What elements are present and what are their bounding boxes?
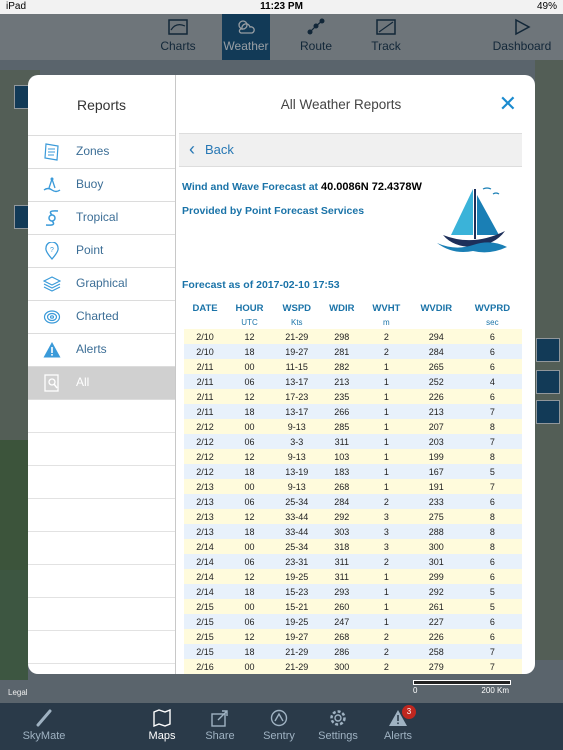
skymate-icon xyxy=(34,709,54,727)
table-cell: 12 xyxy=(226,509,273,524)
status-bar xyxy=(0,0,563,14)
sidebar-title: Reports xyxy=(28,75,175,136)
coordinates: 40.0086N 72.4378W xyxy=(320,181,422,193)
table-cell: 2/12 xyxy=(184,434,226,449)
table-cell: 7 xyxy=(463,404,522,419)
table-cell: 7 xyxy=(463,659,522,674)
table-cell: 2/15 xyxy=(184,614,226,629)
tab-settings[interactable]: Settings xyxy=(308,703,368,750)
table-cell: 06 xyxy=(226,614,273,629)
column-unit xyxy=(321,315,363,329)
table-cell: 8 xyxy=(463,509,522,524)
table-cell: 00 xyxy=(226,479,273,494)
table-cell: 226 xyxy=(410,389,463,404)
modal-title: All Weather Reports xyxy=(280,97,402,112)
maps-icon xyxy=(152,709,172,727)
table-row xyxy=(184,449,522,464)
table-cell: 2/13 xyxy=(184,524,226,539)
table-cell: 17-23 xyxy=(273,389,321,404)
table-cell: 06 xyxy=(226,374,273,389)
table-row xyxy=(184,494,522,509)
table-cell: 7 xyxy=(463,434,522,449)
table-cell: 1 xyxy=(363,569,410,584)
table-cell: 4 xyxy=(463,374,522,389)
carrier-label: iPad xyxy=(6,1,27,12)
column-header: WVDIR xyxy=(420,302,453,314)
table-cell: 2 xyxy=(363,629,410,644)
column-unit: UTC xyxy=(241,317,258,327)
table-cell: 19-25 xyxy=(273,569,321,584)
table-cell: 2/12 xyxy=(184,464,226,479)
table-cell: 8 xyxy=(463,419,522,434)
table-cell: 19-27 xyxy=(273,629,321,644)
table-cell: 5 xyxy=(463,464,522,479)
table-cell: 00 xyxy=(226,599,273,614)
table-cell: 235 xyxy=(321,389,363,404)
table-cell: 8 xyxy=(463,539,522,554)
table-cell: 18 xyxy=(226,344,273,359)
battery-label: 49% xyxy=(536,1,557,12)
share-icon xyxy=(210,709,230,727)
table-cell: 00 xyxy=(226,359,273,374)
table-cell: 300 xyxy=(321,659,363,674)
toolbar-label: Route xyxy=(299,39,333,53)
table-row xyxy=(184,569,522,584)
sidebar-item-charted[interactable]: Charted xyxy=(28,301,175,334)
alerts-badge: 3 xyxy=(402,705,416,719)
table-cell: 285 xyxy=(321,419,363,434)
table-cell: 7 xyxy=(463,479,522,494)
table-cell: 2/14 xyxy=(184,584,226,599)
column-header: WDIR xyxy=(329,302,355,314)
reports-sidebar xyxy=(28,75,176,674)
table-cell: 311 xyxy=(321,554,363,569)
table-cell: 268 xyxy=(321,629,363,644)
table-cell: 00 xyxy=(226,659,273,674)
table-cell: 21-29 xyxy=(273,329,321,344)
table-units-row xyxy=(184,315,522,329)
zones-icon xyxy=(43,143,61,161)
table-cell: 266 xyxy=(321,404,363,419)
forecast-location: Wind and Wave Forecast at 40.0086N 72.4378W xyxy=(182,181,422,193)
table-row xyxy=(184,344,522,359)
table-row xyxy=(184,659,522,674)
table-cell: 21-29 xyxy=(273,659,321,674)
table-cell: 9-13 xyxy=(273,479,321,494)
weather-reports-modal xyxy=(28,75,535,674)
sidebar-item-graphical[interactable]: Graphical xyxy=(28,268,175,301)
table-cell: 12 xyxy=(226,329,273,344)
close-icon[interactable]: ✕ xyxy=(498,91,517,116)
table-cell: 268 xyxy=(321,479,363,494)
sentry-icon xyxy=(269,709,289,727)
table-row xyxy=(184,599,522,614)
table-cell: 207 xyxy=(410,419,463,434)
table-cell: 1 xyxy=(363,599,410,614)
table-cell: 6 xyxy=(463,614,522,629)
table-cell: 2 xyxy=(363,344,410,359)
sidebar-item-alerts[interactable]: Alerts xyxy=(28,334,175,367)
provider-label: Provided by Point Forecast Services xyxy=(182,205,365,217)
sidebar-item-tropical[interactable]: Tropical xyxy=(28,202,175,235)
table-cell: 318 xyxy=(321,539,363,554)
column-unit: Kts xyxy=(290,317,303,327)
table-cell: 103 xyxy=(321,449,363,464)
table-row xyxy=(184,374,522,389)
table-cell: 281 xyxy=(321,344,363,359)
table-cell: 1 xyxy=(363,449,410,464)
table-row xyxy=(184,554,522,569)
table-cell: 1 xyxy=(363,389,410,404)
table-cell: 213 xyxy=(321,374,363,389)
sidebar-item-all[interactable]: All xyxy=(28,367,175,400)
table-cell: 33-44 xyxy=(273,524,321,539)
tropical-icon xyxy=(43,209,61,227)
table-cell: 6 xyxy=(463,629,522,644)
graphical-icon xyxy=(43,275,61,293)
column-header: WVHT xyxy=(372,302,401,314)
all-icon xyxy=(43,374,61,392)
table-cell: 311 xyxy=(321,569,363,584)
table-cell: 2/11 xyxy=(184,359,226,374)
column-header: WVPRD xyxy=(474,302,511,314)
table-cell: 5 xyxy=(463,584,522,599)
table-cell: 2/11 xyxy=(184,389,226,404)
table-cell: 2 xyxy=(363,644,410,659)
table-row xyxy=(184,509,522,524)
table-cell: 13-19 xyxy=(273,464,321,479)
table-cell: 8 xyxy=(463,524,522,539)
back-label: Back xyxy=(205,142,234,157)
table-cell: 00 xyxy=(226,419,273,434)
table-cell: 1 xyxy=(363,614,410,629)
table-cell: 3 xyxy=(363,509,410,524)
table-cell: 2/13 xyxy=(184,494,226,509)
table-cell: 12 xyxy=(226,389,273,404)
table-cell: 18 xyxy=(226,524,273,539)
table-cell: 2/15 xyxy=(184,629,226,644)
table-cell: 2/14 xyxy=(184,569,226,584)
table-cell: 1 xyxy=(363,479,410,494)
table-cell: 21-29 xyxy=(273,644,321,659)
table-cell: 18 xyxy=(226,404,273,419)
table-cell: 2/16 xyxy=(184,659,226,674)
table-cell: 12 xyxy=(226,569,273,584)
table-cell: 2/13 xyxy=(184,479,226,494)
table-cell: 2/11 xyxy=(184,404,226,419)
table-cell: 261 xyxy=(410,599,463,614)
table-cell: 282 xyxy=(321,359,363,374)
tab-maps[interactable]: Maps xyxy=(132,703,192,750)
back-button[interactable] xyxy=(179,133,522,167)
table-cell: 258 xyxy=(410,644,463,659)
table-cell: 06 xyxy=(226,554,273,569)
table-cell: 252 xyxy=(410,374,463,389)
table-cell: 6 xyxy=(463,389,522,404)
sidebar-item-buoy[interactable]: Buoy xyxy=(28,169,175,202)
table-cell: 2/12 xyxy=(184,419,226,434)
table-cell: 286 xyxy=(321,644,363,659)
column-unit: sec xyxy=(486,317,499,327)
tab-share[interactable]: Share xyxy=(190,703,250,750)
table-row xyxy=(184,359,522,374)
table-cell: 8 xyxy=(463,449,522,464)
table-cell: 19-27 xyxy=(273,344,321,359)
table-cell: 25-34 xyxy=(273,539,321,554)
table-cell: 1 xyxy=(363,584,410,599)
table-cell: 1 xyxy=(363,464,410,479)
table-cell: 284 xyxy=(410,344,463,359)
tab-alerts[interactable]: Alerts 3 xyxy=(368,703,428,750)
table-cell: 3-3 xyxy=(273,434,321,449)
table-cell: 292 xyxy=(321,509,363,524)
table-cell: 167 xyxy=(410,464,463,479)
table-row xyxy=(184,644,522,659)
table-cell: 2/15 xyxy=(184,644,226,659)
table-cell: 2 xyxy=(363,494,410,509)
column-header: WSPD xyxy=(282,302,312,314)
table-row xyxy=(184,479,522,494)
alerts-icon xyxy=(43,341,61,359)
table-cell: 2/10 xyxy=(184,329,226,344)
column-unit xyxy=(410,315,463,329)
svg-text:?: ? xyxy=(50,247,54,254)
table-cell: 260 xyxy=(321,599,363,614)
table-cell: 6 xyxy=(463,344,522,359)
sidebar-item-point[interactable]: ? Point xyxy=(28,235,175,268)
clock: 11:23 PM xyxy=(260,1,303,12)
table-cell: 227 xyxy=(410,614,463,629)
table-row xyxy=(184,539,522,554)
sailboat-logo-icon xyxy=(435,185,510,258)
table-row xyxy=(184,584,522,599)
tab-sentry[interactable]: Sentry xyxy=(249,703,309,750)
sidebar-item-zones[interactable]: Zones xyxy=(28,136,175,169)
table-cell: 299 xyxy=(410,569,463,584)
chevron-left-icon: ‹ xyxy=(189,139,195,159)
table-cell: 300 xyxy=(410,539,463,554)
tab-skymate[interactable]: SkyMate xyxy=(14,703,74,750)
table-cell: 292 xyxy=(410,584,463,599)
buoy-icon xyxy=(43,176,61,194)
table-cell: 213 xyxy=(410,404,463,419)
settings-icon xyxy=(328,709,348,727)
toolbar-label: Track xyxy=(371,39,401,53)
table-cell: 3 xyxy=(363,524,410,539)
map-scale-bar: 0 200 Km xyxy=(413,680,509,692)
table-cell: 293 xyxy=(321,584,363,599)
table-cell: 25-34 xyxy=(273,494,321,509)
toolbar-label: Weather xyxy=(223,39,269,53)
table-cell: 1 xyxy=(363,404,410,419)
table-cell: 199 xyxy=(410,449,463,464)
table-cell: 6 xyxy=(463,554,522,569)
table-cell: 294 xyxy=(410,329,463,344)
charted-icon xyxy=(43,308,61,326)
forecast-timestamp: Forecast as of 2017-02-10 17:53 xyxy=(182,279,340,291)
table-row xyxy=(184,419,522,434)
table-cell: 191 xyxy=(410,479,463,494)
table-cell: 3 xyxy=(363,539,410,554)
reports-detail-pane xyxy=(176,75,535,674)
table-cell: 9-13 xyxy=(273,419,321,434)
table-cell: 303 xyxy=(321,524,363,539)
table-cell: 183 xyxy=(321,464,363,479)
table-cell: 2 xyxy=(363,554,410,569)
table-cell: 11-15 xyxy=(273,359,321,374)
table-cell: 2/14 xyxy=(184,539,226,554)
table-cell: 2/12 xyxy=(184,449,226,464)
table-cell: 2/11 xyxy=(184,374,226,389)
table-cell: 298 xyxy=(321,329,363,344)
column-header: HOUR xyxy=(235,302,264,314)
table-row xyxy=(184,629,522,644)
table-row xyxy=(184,404,522,419)
point-icon xyxy=(43,242,61,260)
table-cell: 1 xyxy=(363,374,410,389)
table-cell: 13-17 xyxy=(273,404,321,419)
table-cell: 06 xyxy=(226,434,273,449)
table-cell: 1 xyxy=(363,434,410,449)
legal-link[interactable]: Legal xyxy=(8,688,28,697)
bottom-tab-bar xyxy=(0,703,563,750)
table-cell: 5 xyxy=(463,599,522,614)
table-cell: 6 xyxy=(463,359,522,374)
table-cell: 2 xyxy=(363,329,410,344)
table-cell: 1 xyxy=(363,419,410,434)
table-cell: 2 xyxy=(363,659,410,674)
table-cell: 301 xyxy=(410,554,463,569)
table-cell: 6 xyxy=(463,569,522,584)
table-cell: 233 xyxy=(410,494,463,509)
table-cell: 2/10 xyxy=(184,344,226,359)
toolbar-label: Dashboard xyxy=(492,39,552,53)
table-cell: 275 xyxy=(410,509,463,524)
table-cell: 18 xyxy=(226,584,273,599)
table-cell: 311 xyxy=(321,434,363,449)
table-cell: 12 xyxy=(226,629,273,644)
table-cell: 7 xyxy=(463,644,522,659)
table-header-row xyxy=(184,301,522,315)
table-row xyxy=(184,464,522,479)
forecast-table xyxy=(184,301,522,674)
table-cell: 1 xyxy=(363,359,410,374)
table-cell: 13-17 xyxy=(273,374,321,389)
table-cell: 23-31 xyxy=(273,554,321,569)
table-cell: 15-23 xyxy=(273,584,321,599)
table-row xyxy=(184,614,522,629)
column-unit xyxy=(184,315,226,329)
column-unit: m xyxy=(383,317,390,327)
table-cell: 12 xyxy=(226,449,273,464)
table-cell: 06 xyxy=(226,494,273,509)
table-cell: 9-13 xyxy=(273,449,321,464)
table-cell: 33-44 xyxy=(273,509,321,524)
table-cell: 2/14 xyxy=(184,554,226,569)
table-cell: 288 xyxy=(410,524,463,539)
table-cell: 284 xyxy=(321,494,363,509)
table-cell: 226 xyxy=(410,629,463,644)
table-body xyxy=(184,329,522,674)
table-row xyxy=(184,524,522,539)
table-cell: 6 xyxy=(463,329,522,344)
column-header: DATE xyxy=(192,302,218,314)
table-row xyxy=(184,329,522,344)
table-cell: 18 xyxy=(226,464,273,479)
table-row xyxy=(184,434,522,449)
table-cell: 203 xyxy=(410,434,463,449)
table-cell: 2/13 xyxy=(184,509,226,524)
toolbar-label: Charts xyxy=(160,39,196,53)
table-cell: 15-21 xyxy=(273,599,321,614)
table-cell: 18 xyxy=(226,644,273,659)
table-cell: 247 xyxy=(321,614,363,629)
table-cell: 6 xyxy=(463,494,522,509)
table-cell: 00 xyxy=(226,539,273,554)
table-row xyxy=(184,389,522,404)
table-cell: 2/15 xyxy=(184,599,226,614)
table-cell: 265 xyxy=(410,359,463,374)
table-cell: 279 xyxy=(410,659,463,674)
table-cell: 19-25 xyxy=(273,614,321,629)
